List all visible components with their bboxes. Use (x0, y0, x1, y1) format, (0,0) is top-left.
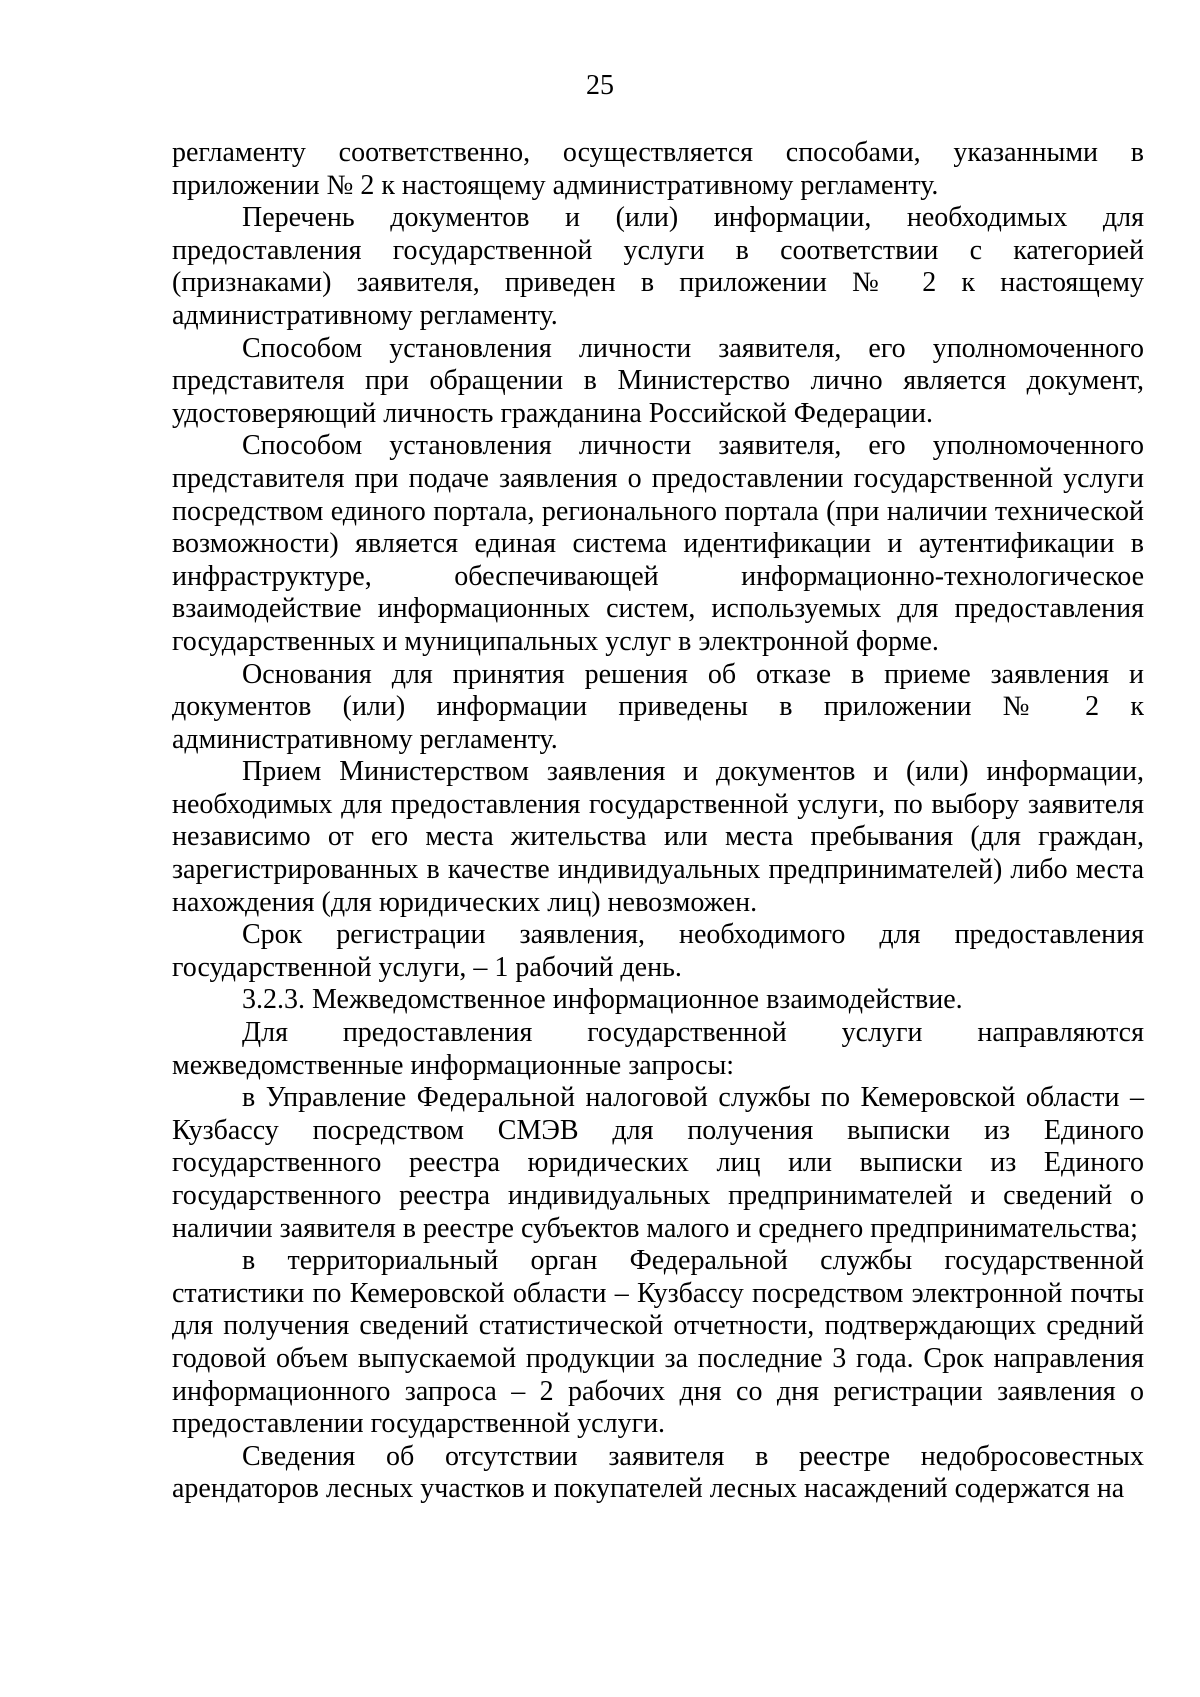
paragraph-registration-term: Срок регистрации заявления, необходимого для предоставления государственной услуги, – 1 рабочий день. (172, 919, 1144, 983)
paragraph-identity-in-person: Способом установления личности заявителя, его уполномоченного представителя при обращении в Министерство лично является документ, удостоверяющий личность гражданина Российской Федерации. (172, 332, 1144, 429)
section-heading-3-2-3: 3.2.3. Межведомственное информационное взаимодействие. (242, 984, 963, 1016)
paragraph-tax-service: в Управление Федеральной налоговой службы по Кемеровской области – Кузбассу посредством СМЭВ для получения выписки из Единого государственного реестра юридических лиц или выписки из Единого государственного реестра индивидуальных предпринимателей и сведений о наличии заявителя в реестре субъектов малого и среднего предпринимательства; (172, 1082, 1144, 1244)
paragraph-refusal-grounds: Основания для принятия решения об отказе в приеме заявления и документов (или) информации приведены в приложении № 2 к административному регламенту. (172, 658, 1144, 755)
paragraph-unscrupulous-tenants: Сведения об отсутствии заявителя в реестре недобросовестных арендаторов лесных участков и покупателей лесных насаждений содержатся на (172, 1440, 1144, 1505)
paragraph-documents-list: Перечень документов и (или) информации, необходимых для предоставления государственной услуги в соответствии с категорией (признаками) заявителя, приведен в приложении № 2 к настоящему административному регламенту. (172, 202, 1144, 331)
paragraph-extraterritorial: Прием Министерством заявления и документов и (или) информации, необходимых для предоставления государственной услуги, по выбору заявителя независимо от его места жительства или места пребывания (для граждан, зарегистрированных в качестве индивидуальных предпринимателей) либо места нахождения (для юридических лиц) невозможен. (172, 756, 1144, 918)
paragraph-statistics-service: в территориальный орган Федеральной службы государственной статистики по Кемеровской области – Кузбассу посредством электронной почты для получения сведений статистической отчетности, подтверждающих средний годовой объем выпускаемой продукции за последние 3 года. Срок направления информационного запроса – 2 рабочих дня со дня регистрации заявления о предоставлении государственной услуги. (172, 1245, 1144, 1440)
page-number: 25 (586, 70, 614, 101)
paragraph-requests-intro: Для предоставления государственной услуги направляются межведомственные информационные запросы: (172, 1017, 1144, 1081)
document-body (172, 137, 1144, 1506)
paragraph-continuation: регламенту соответственно, осуществляется способами, указанными в приложении № 2 к настоящему административному регламенту. (172, 137, 1144, 201)
paragraph-identity-portal: Способом установления личности заявителя, его уполномоченного представителя при подаче заявления о предоставлении государственной услуги посредством единого портала, регионального портала (при наличии технической возможности) является единая система идентификации и аутентификации в инфраструктуре, обеспечивающей информационно-технологическое взаимодействие информационных систем, используемых для предоставления государственных и муниципальных услуг в электронной форме. (172, 430, 1144, 657)
